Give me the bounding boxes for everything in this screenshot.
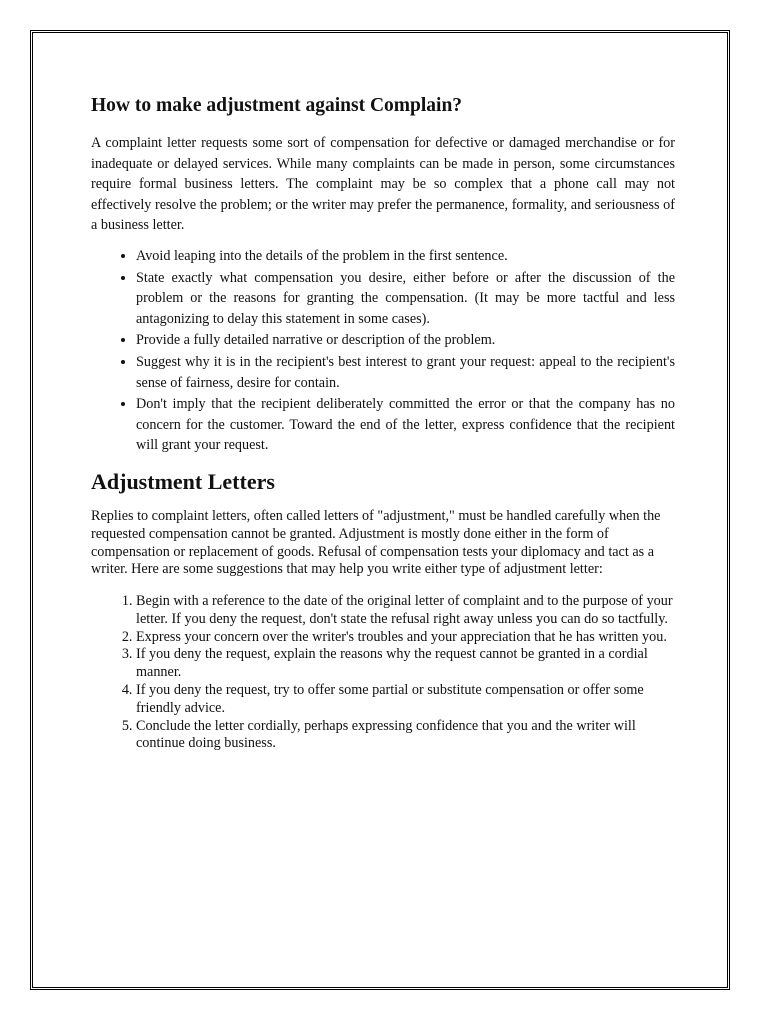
list-item: 2. Express your concern over the writer's troubles and your appreciation that he has written you.	[136, 629, 675, 647]
complaint-tips-list	[91, 246, 675, 456]
section-heading-adjustment: Adjustment Letters	[91, 468, 275, 494]
adjustment-steps-list	[91, 593, 675, 753]
document-content	[91, 93, 675, 753]
list-item: • Avoid leaping into the details of the problem in the first sentence.	[136, 246, 675, 267]
list-item: 3. If you deny the request, explain the reasons why the request cannot be granted in a cordial manner.	[136, 646, 675, 682]
list-item: 1. Begin with a reference to the date of the original letter of complaint and to the purpose of your letter. If you deny the request, don't state the refusal right away unless you can do so tactfully.	[136, 593, 675, 629]
list-item: 5. Conclude the letter cordially, perhaps expressing confidence that you and the writer will continue doing business.	[136, 718, 675, 754]
list-item: • State exactly what compensation you desire, either before or after the discussion of the problem or the reasons for granting the compensation. (It may be more tactful and less antagonizing to delay this statement in some cases).	[136, 268, 675, 330]
adjustment-intro-paragraph: Replies to complaint letters, often called letters of "adjustment," must be handled carefully when the requested compensation cannot be granted. Adjustment is mostly done either in the form of compensation or replacement of goods. Refusal of compensation tests your diplomacy and tact as a writer. Here are some suggestions that may help you write either type of adjustment letter:	[91, 507, 661, 578]
list-item: 4. If you deny the request, try to offer some partial or substitute compensation or offer some friendly advice.	[136, 682, 675, 718]
list-item: • Suggest why it is in the recipient's best interest to grant your request: appeal to the recipient's sense of fairness, desire for contain.	[136, 352, 675, 393]
list-item: • Don't imply that the recipient deliberately committed the error or that the company has no concern for the customer. Toward the end of the letter, express confidence that the recipient will grant your request.	[136, 394, 675, 456]
complaint-intro-paragraph: A complaint letter requests some sort of compensation for defective or damaged merchandise or for inadequate or delayed services. While many complaints can be made in person, some circumstances require formal business letters. The complaint may be so complex that a phone call may not effectively resolve the problem; or the writer may prefer the permanence, formality, and seriousness of a business letter.	[91, 135, 675, 234]
document-page	[30, 30, 730, 990]
section-heading-complaint: How to make adjustment against Complain?	[91, 95, 463, 116]
list-item: • Provide a fully detailed narrative or description of the problem.	[136, 330, 675, 351]
